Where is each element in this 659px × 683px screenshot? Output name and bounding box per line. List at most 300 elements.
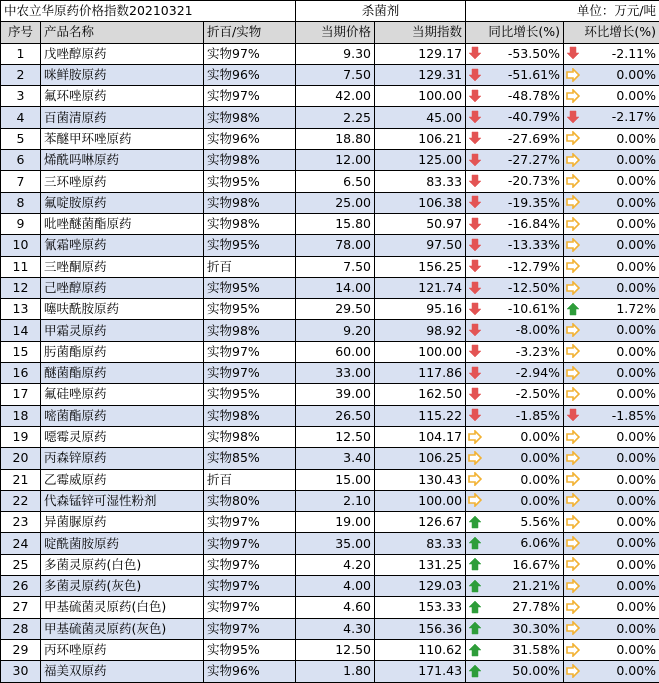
yoy-change-value: -53.50% bbox=[508, 44, 560, 64]
row-number: 10 bbox=[1, 235, 41, 256]
product-name: 噁霉灵原药 bbox=[41, 426, 204, 447]
arrow-flat-icon bbox=[566, 323, 580, 337]
current-price: 15.80 bbox=[296, 213, 375, 234]
row-number: 18 bbox=[1, 405, 41, 426]
mom-change-cell bbox=[564, 448, 659, 469]
yoy-change-value: -19.35% bbox=[508, 193, 560, 213]
arrow-flat-icon bbox=[468, 451, 482, 465]
mom-change-cell bbox=[564, 405, 659, 426]
yoy-change-value: 27.78% bbox=[512, 597, 560, 617]
product-spec: 实物97% bbox=[204, 597, 296, 618]
arrow-flat-icon bbox=[566, 387, 580, 401]
row-number: 5 bbox=[1, 128, 41, 149]
current-index: 110.62 bbox=[375, 639, 466, 660]
current-index: 121.74 bbox=[375, 277, 466, 298]
mom-change-cell bbox=[564, 426, 659, 447]
product-spec: 实物97% bbox=[204, 554, 296, 575]
table-row bbox=[1, 299, 659, 320]
table-row bbox=[1, 363, 659, 384]
current-index: 125.00 bbox=[375, 150, 466, 171]
current-index: 131.25 bbox=[375, 554, 466, 575]
current-index: 126.67 bbox=[375, 512, 466, 533]
table-row bbox=[1, 618, 659, 639]
mom-change-value: 0.00% bbox=[616, 384, 656, 404]
arrow-down-icon bbox=[468, 131, 482, 145]
product-name: 甲基硫菌灵原药(白色) bbox=[41, 597, 204, 618]
product-spec: 实物80% bbox=[204, 490, 296, 511]
arrow-flat-icon bbox=[468, 430, 482, 444]
product-name: 氰霜唑原药 bbox=[41, 235, 204, 256]
current-price: 4.60 bbox=[296, 597, 375, 618]
mom-change-value: 0.00% bbox=[616, 555, 656, 575]
table-row bbox=[1, 235, 659, 256]
product-name: 丙森锌原药 bbox=[41, 448, 204, 469]
product-spec: 实物98% bbox=[204, 405, 296, 426]
row-number: 21 bbox=[1, 469, 41, 490]
mom-change-cell bbox=[564, 363, 659, 384]
current-price: 4.00 bbox=[296, 576, 375, 597]
current-price: 4.20 bbox=[296, 554, 375, 575]
arrow-down-icon bbox=[468, 302, 482, 316]
current-price: 29.50 bbox=[296, 299, 375, 320]
mom-change-cell bbox=[564, 64, 659, 85]
row-number: 22 bbox=[1, 490, 41, 511]
mom-change-cell bbox=[564, 533, 659, 554]
yoy-change-value: 5.56% bbox=[520, 512, 560, 532]
current-price: 9.30 bbox=[296, 43, 375, 64]
product-name: 噻呋酰胺原药 bbox=[41, 299, 204, 320]
arrow-flat-icon bbox=[468, 493, 482, 507]
mom-change-cell bbox=[564, 320, 659, 341]
product-spec: 折百 bbox=[204, 469, 296, 490]
arrow-down-icon bbox=[468, 408, 482, 422]
table-row bbox=[1, 43, 659, 64]
yoy-change-value: -2.50% bbox=[516, 384, 560, 404]
mom-change-cell bbox=[564, 341, 659, 362]
yoy-change-value: 0.00% bbox=[520, 427, 560, 447]
mom-change-cell bbox=[564, 639, 659, 660]
mom-change-value: 0.00% bbox=[616, 448, 656, 468]
product-name: 啶酰菌胺原药 bbox=[41, 533, 204, 554]
table-row bbox=[1, 86, 659, 107]
arrow-up-icon bbox=[468, 536, 482, 550]
product-spec: 实物98% bbox=[204, 213, 296, 234]
yoy-change-cell bbox=[466, 235, 564, 256]
arrow-down-icon bbox=[566, 46, 580, 60]
current-price: 12.50 bbox=[296, 639, 375, 660]
current-price: 12.50 bbox=[296, 426, 375, 447]
arrow-up-icon bbox=[468, 664, 482, 678]
mom-change-value: 1.72% bbox=[616, 299, 656, 319]
mom-change-cell bbox=[564, 213, 659, 234]
row-number: 19 bbox=[1, 426, 41, 447]
yoy-change-value: -27.69% bbox=[508, 129, 560, 149]
arrow-flat-icon bbox=[566, 430, 580, 444]
row-number: 15 bbox=[1, 341, 41, 362]
yoy-change-value: -10.61% bbox=[508, 299, 560, 319]
arrow-flat-icon bbox=[566, 664, 580, 678]
yoy-change-cell bbox=[466, 107, 564, 128]
product-spec: 实物95% bbox=[204, 384, 296, 405]
table-row bbox=[1, 639, 659, 660]
row-number: 29 bbox=[1, 639, 41, 660]
product-name: 丙环唑原药 bbox=[41, 639, 204, 660]
yoy-change-value: -48.78% bbox=[508, 86, 560, 106]
product-spec: 实物98% bbox=[204, 320, 296, 341]
table-row bbox=[1, 576, 659, 597]
product-spec: 实物97% bbox=[204, 512, 296, 533]
mom-change-value: 0.00% bbox=[616, 257, 656, 277]
yoy-change-cell bbox=[466, 299, 564, 320]
current-price: 6.50 bbox=[296, 171, 375, 192]
product-name: 氟环唑原药 bbox=[41, 86, 204, 107]
product-name: 烯酰吗啉原药 bbox=[41, 150, 204, 171]
product-spec: 实物95% bbox=[204, 171, 296, 192]
yoy-change-cell bbox=[466, 661, 564, 682]
table-row bbox=[1, 405, 659, 426]
arrow-down-icon bbox=[468, 46, 482, 60]
mom-change-value: 0.00% bbox=[616, 619, 656, 639]
mom-change-value: 0.00% bbox=[616, 129, 656, 149]
table-row bbox=[1, 128, 659, 149]
mom-change-value: 0.00% bbox=[616, 193, 656, 213]
product-spec: 实物98% bbox=[204, 192, 296, 213]
yoy-change-cell bbox=[466, 384, 564, 405]
arrow-flat-icon bbox=[566, 472, 580, 486]
mom-change-value: 0.00% bbox=[616, 150, 656, 170]
product-spec: 折百 bbox=[204, 256, 296, 277]
arrow-up-icon bbox=[468, 515, 482, 529]
arrow-down-icon bbox=[468, 153, 482, 167]
table-row bbox=[1, 661, 659, 682]
yoy-change-value: -12.79% bbox=[508, 257, 560, 277]
arrow-down-icon bbox=[468, 259, 482, 273]
yoy-change-value: -13.33% bbox=[508, 235, 560, 255]
mom-change-cell bbox=[564, 490, 659, 511]
arrow-up-icon bbox=[468, 600, 482, 614]
product-name: 氟啶胺原药 bbox=[41, 192, 204, 213]
current-index: 153.33 bbox=[375, 597, 466, 618]
current-index: 100.00 bbox=[375, 341, 466, 362]
current-index: 129.31 bbox=[375, 64, 466, 85]
product-spec: 实物96% bbox=[204, 128, 296, 149]
table-title: 中农立华原药价格指数20210321 bbox=[1, 1, 296, 22]
yoy-change-value: -3.23% bbox=[516, 342, 560, 362]
row-number: 4 bbox=[1, 107, 41, 128]
yoy-change-cell bbox=[466, 448, 564, 469]
row-number: 7 bbox=[1, 171, 41, 192]
arrow-flat-icon bbox=[566, 536, 580, 550]
product-spec: 实物97% bbox=[204, 618, 296, 639]
current-price: 78.00 bbox=[296, 235, 375, 256]
current-index: 171.43 bbox=[375, 661, 466, 682]
yoy-change-cell bbox=[466, 43, 564, 64]
current-index: 130.43 bbox=[375, 469, 466, 490]
current-price: 15.00 bbox=[296, 469, 375, 490]
mom-change-value: 0.00% bbox=[616, 470, 656, 490]
yoy-change-cell bbox=[466, 320, 564, 341]
product-name: 肟菌酯原药 bbox=[41, 341, 204, 362]
table-row bbox=[1, 490, 659, 511]
mom-change-cell bbox=[564, 469, 659, 490]
product-spec: 实物96% bbox=[204, 661, 296, 682]
arrow-down-icon bbox=[468, 323, 482, 337]
current-price: 12.00 bbox=[296, 150, 375, 171]
yoy-change-value: 50.00% bbox=[512, 661, 560, 681]
product-spec: 实物97% bbox=[204, 576, 296, 597]
product-name: 乙霉威原药 bbox=[41, 469, 204, 490]
current-price: 60.00 bbox=[296, 341, 375, 362]
product-name: 三唑酮原药 bbox=[41, 256, 204, 277]
current-price: 3.40 bbox=[296, 448, 375, 469]
arrow-down-icon bbox=[566, 110, 580, 124]
mom-change-cell bbox=[564, 43, 659, 64]
arrow-up-icon bbox=[566, 302, 580, 316]
table-row bbox=[1, 448, 659, 469]
arrow-down-icon bbox=[468, 217, 482, 231]
product-name: 戊唑醇原药 bbox=[41, 43, 204, 64]
arrow-down-icon bbox=[468, 281, 482, 295]
arrow-flat-icon bbox=[566, 153, 580, 167]
current-price: 7.50 bbox=[296, 256, 375, 277]
product-spec: 实物98% bbox=[204, 107, 296, 128]
product-spec: 实物85% bbox=[204, 448, 296, 469]
product-spec: 实物97% bbox=[204, 363, 296, 384]
arrow-flat-icon bbox=[566, 238, 580, 252]
product-name: 咪鲜胺原药 bbox=[41, 64, 204, 85]
mom-change-cell bbox=[564, 171, 659, 192]
mom-change-value: 0.00% bbox=[616, 576, 656, 596]
table-row bbox=[1, 107, 659, 128]
arrow-up-icon bbox=[468, 643, 482, 657]
current-index: 45.00 bbox=[375, 107, 466, 128]
header-spec: 折百/实物 bbox=[204, 22, 296, 43]
arrow-down-icon bbox=[468, 174, 482, 188]
row-number: 25 bbox=[1, 554, 41, 575]
mom-change-value: 0.00% bbox=[616, 86, 656, 106]
arrow-down-icon bbox=[468, 387, 482, 401]
current-index: 83.33 bbox=[375, 533, 466, 554]
arrow-flat-icon bbox=[566, 451, 580, 465]
mom-change-cell bbox=[564, 128, 659, 149]
table-row bbox=[1, 64, 659, 85]
yoy-change-value: -40.79% bbox=[508, 107, 560, 127]
row-number: 3 bbox=[1, 86, 41, 107]
arrow-down-icon bbox=[468, 195, 482, 209]
arrow-flat-icon bbox=[566, 68, 580, 82]
arrow-up-icon bbox=[468, 621, 482, 635]
yoy-change-cell bbox=[466, 554, 564, 575]
row-number: 20 bbox=[1, 448, 41, 469]
row-number: 2 bbox=[1, 64, 41, 85]
current-index: 106.38 bbox=[375, 192, 466, 213]
mom-change-cell bbox=[564, 618, 659, 639]
current-index: 83.33 bbox=[375, 171, 466, 192]
arrow-flat-icon bbox=[566, 259, 580, 273]
mom-change-value: 0.00% bbox=[616, 65, 656, 85]
current-index: 156.36 bbox=[375, 618, 466, 639]
product-spec: 实物95% bbox=[204, 235, 296, 256]
product-name: 苯醚甲环唑原药 bbox=[41, 128, 204, 149]
product-name: 己唑醇原药 bbox=[41, 277, 204, 298]
unit-label: 单位：万元/吨 bbox=[466, 1, 659, 22]
product-name: 吡唑醚菌酯原药 bbox=[41, 213, 204, 234]
table-row bbox=[1, 554, 659, 575]
current-index: 97.50 bbox=[375, 235, 466, 256]
mom-change-cell bbox=[564, 150, 659, 171]
product-spec: 实物95% bbox=[204, 299, 296, 320]
mom-change-value: 0.00% bbox=[616, 491, 656, 511]
row-number: 6 bbox=[1, 150, 41, 171]
yoy-change-cell bbox=[466, 618, 564, 639]
current-price: 7.50 bbox=[296, 64, 375, 85]
arrow-flat-icon bbox=[566, 621, 580, 635]
mom-change-value: 0.00% bbox=[616, 661, 656, 681]
mom-change-cell bbox=[564, 576, 659, 597]
mom-change-value: -2.17% bbox=[612, 107, 656, 127]
yoy-change-cell bbox=[466, 363, 564, 384]
product-spec: 实物97% bbox=[204, 86, 296, 107]
product-spec: 实物95% bbox=[204, 277, 296, 298]
product-name: 福美双原药 bbox=[41, 661, 204, 682]
table-row bbox=[1, 320, 659, 341]
header-row bbox=[1, 22, 659, 43]
yoy-change-value: 30.30% bbox=[512, 619, 560, 639]
table-row bbox=[1, 469, 659, 490]
arrow-up-icon bbox=[468, 579, 482, 593]
yoy-change-cell bbox=[466, 490, 564, 511]
mom-change-value: 0.00% bbox=[616, 427, 656, 447]
arrow-down-icon bbox=[468, 89, 482, 103]
arrow-flat-icon bbox=[566, 281, 580, 295]
current-index: 106.21 bbox=[375, 128, 466, 149]
arrow-flat-icon bbox=[566, 174, 580, 188]
product-name: 甲霜灵原药 bbox=[41, 320, 204, 341]
current-index: 95.16 bbox=[375, 299, 466, 320]
yoy-change-cell bbox=[466, 341, 564, 362]
mom-change-cell bbox=[564, 192, 659, 213]
yoy-change-cell bbox=[466, 213, 564, 234]
row-number: 17 bbox=[1, 384, 41, 405]
arrow-up-icon bbox=[468, 557, 482, 571]
mom-change-cell bbox=[564, 384, 659, 405]
mom-change-value: 0.00% bbox=[616, 235, 656, 255]
yoy-change-cell bbox=[466, 128, 564, 149]
current-price: 2.25 bbox=[296, 107, 375, 128]
yoy-change-value: -2.94% bbox=[516, 363, 560, 383]
arrow-flat-icon bbox=[566, 493, 580, 507]
current-price: 35.00 bbox=[296, 533, 375, 554]
row-number: 12 bbox=[1, 277, 41, 298]
yoy-change-cell bbox=[466, 512, 564, 533]
header-yoy: 同比增长(%) bbox=[466, 22, 564, 43]
row-number: 9 bbox=[1, 213, 41, 234]
table-row bbox=[1, 213, 659, 234]
table-row bbox=[1, 277, 659, 298]
yoy-change-value: 31.58% bbox=[512, 640, 560, 660]
current-index: 129.03 bbox=[375, 576, 466, 597]
arrow-flat-icon bbox=[566, 579, 580, 593]
arrow-flat-icon bbox=[566, 366, 580, 380]
current-price: 18.80 bbox=[296, 128, 375, 149]
arrow-flat-icon bbox=[566, 195, 580, 209]
yoy-change-value: 21.21% bbox=[512, 576, 560, 596]
current-index: 100.00 bbox=[375, 490, 466, 511]
yoy-change-cell bbox=[466, 533, 564, 554]
yoy-change-value: 0.00% bbox=[520, 470, 560, 490]
yoy-change-cell bbox=[466, 150, 564, 171]
yoy-change-cell bbox=[466, 405, 564, 426]
mom-change-cell bbox=[564, 277, 659, 298]
product-name: 百菌清原药 bbox=[41, 107, 204, 128]
yoy-change-value: 6.06% bbox=[520, 533, 560, 553]
mom-change-value: 0.00% bbox=[616, 512, 656, 532]
mom-change-value: -1.85% bbox=[612, 406, 656, 426]
arrow-flat-icon bbox=[468, 472, 482, 486]
product-spec: 实物96% bbox=[204, 64, 296, 85]
table-row bbox=[1, 171, 659, 192]
current-index: 50.97 bbox=[375, 213, 466, 234]
arrow-flat-icon bbox=[566, 515, 580, 529]
yoy-change-cell bbox=[466, 192, 564, 213]
product-name: 氟硅唑原药 bbox=[41, 384, 204, 405]
yoy-change-cell bbox=[466, 426, 564, 447]
product-spec: 实物97% bbox=[204, 341, 296, 362]
arrow-down-icon bbox=[566, 408, 580, 422]
current-index: 115.22 bbox=[375, 405, 466, 426]
current-index: 100.00 bbox=[375, 86, 466, 107]
mom-change-cell bbox=[564, 299, 659, 320]
product-spec: 实物97% bbox=[204, 43, 296, 64]
product-name: 异菌脲原药 bbox=[41, 512, 204, 533]
current-price: 33.00 bbox=[296, 363, 375, 384]
header-index: 当期指数 bbox=[375, 22, 466, 43]
row-number: 14 bbox=[1, 320, 41, 341]
yoy-change-cell bbox=[466, 256, 564, 277]
mom-change-cell bbox=[564, 554, 659, 575]
product-spec: 实物95% bbox=[204, 639, 296, 660]
arrow-down-icon bbox=[468, 238, 482, 252]
mom-change-cell bbox=[564, 597, 659, 618]
product-name: 嘧菌酯原药 bbox=[41, 405, 204, 426]
yoy-change-value: -51.61% bbox=[508, 65, 560, 85]
current-price: 1.80 bbox=[296, 661, 375, 682]
arrow-flat-icon bbox=[566, 557, 580, 571]
mom-change-value: 0.00% bbox=[616, 320, 656, 340]
mom-change-cell bbox=[564, 256, 659, 277]
arrow-flat-icon bbox=[566, 344, 580, 358]
current-index: 117.86 bbox=[375, 363, 466, 384]
yoy-change-value: -8.00% bbox=[516, 320, 560, 340]
mom-change-value: 0.00% bbox=[616, 640, 656, 660]
yoy-change-value: -1.85% bbox=[516, 406, 560, 426]
header-mom: 环比增长(%) bbox=[564, 22, 659, 43]
current-price: 26.50 bbox=[296, 405, 375, 426]
current-price: 25.00 bbox=[296, 192, 375, 213]
mom-change-value: 0.00% bbox=[616, 214, 656, 234]
mom-change-value: 0.00% bbox=[616, 533, 656, 553]
yoy-change-cell bbox=[466, 469, 564, 490]
yoy-change-value: -20.73% bbox=[508, 171, 560, 191]
mom-change-cell bbox=[564, 86, 659, 107]
product-name: 三环唑原药 bbox=[41, 171, 204, 192]
header-price: 当期价格 bbox=[296, 22, 375, 43]
yoy-change-cell bbox=[466, 277, 564, 298]
row-number: 28 bbox=[1, 618, 41, 639]
current-index: 104.17 bbox=[375, 426, 466, 447]
arrow-flat-icon bbox=[566, 643, 580, 657]
arrow-flat-icon bbox=[566, 600, 580, 614]
